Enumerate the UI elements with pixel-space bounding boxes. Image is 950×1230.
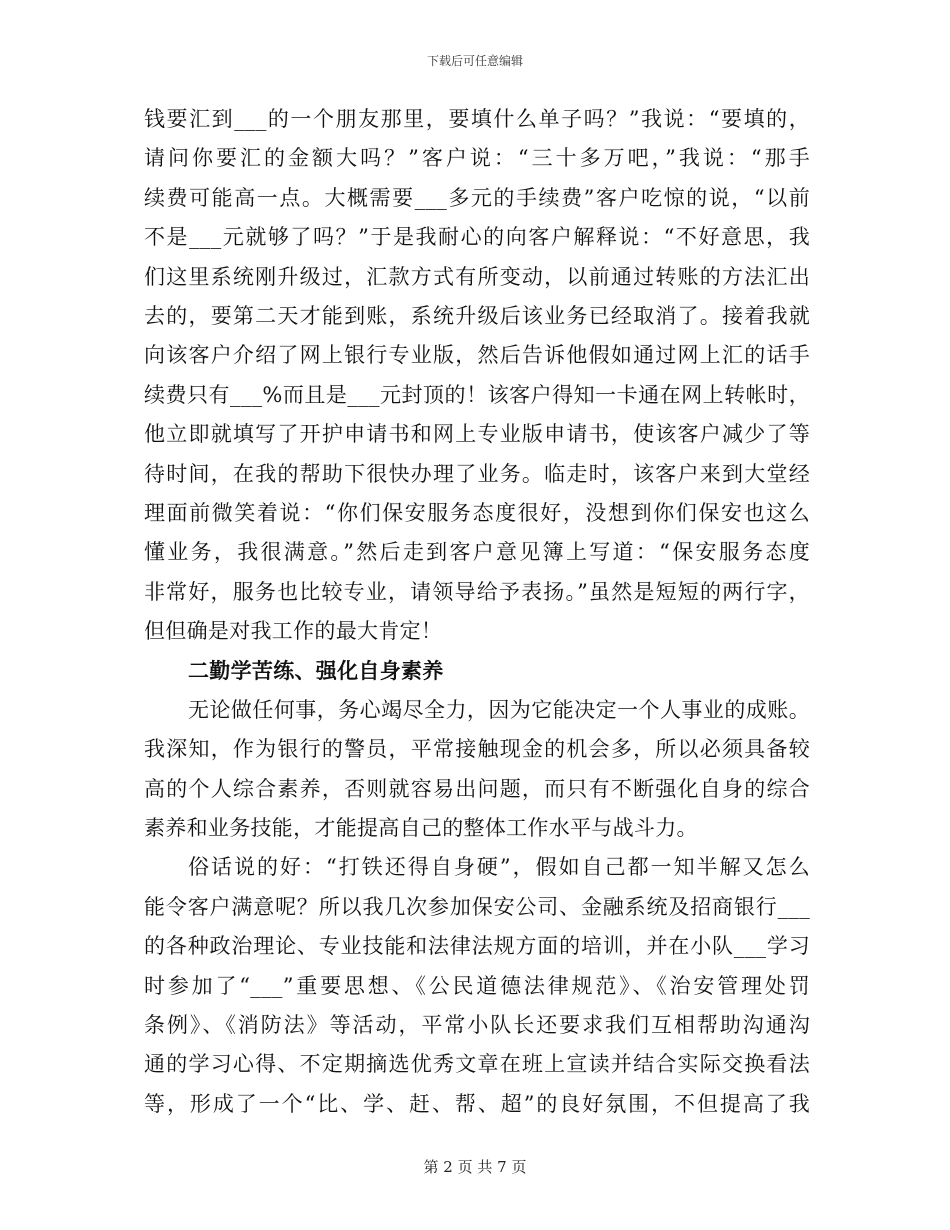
text-line: 懂业务，我很满意。”然后走到客户意见簿上写道：“保安服务态度 xyxy=(144,540,810,565)
text-line: 续费只有___%而且是___元封顶的！该客户得知一卡通在网上转帐时， xyxy=(144,382,810,407)
page-header: 下载后可任意编辑 xyxy=(426,54,523,68)
text-line: 理面前微笑着说：“你们保安服务态度很好，没想到你们保安也这么 xyxy=(144,500,810,525)
text-line: 但但确是对我工作的最大肯定！ xyxy=(144,619,443,644)
document-body xyxy=(144,100,810,1124)
text-line: 待时间，在我的帮助下很快办理了业务。临走时，该客户来到大堂经 xyxy=(144,461,810,486)
text-line: 的各种政治理论、专业技能和法律法规方面的培训，并在小队___学习 xyxy=(144,934,810,959)
text-line: 时参加了“___”重要思想、《公民道德法律规范》、《治安管理处罚 xyxy=(144,973,810,998)
section-heading: 二勤学苦练、强化自身素养 xyxy=(188,658,444,684)
page-footer: 第 2 页 共 7 页 xyxy=(423,1158,527,1176)
text-line: 续费可能高一点。大概需要___多元的手续费”客户吃惊的说，“以前 xyxy=(144,185,810,210)
text-line: 通的学习心得、不定期摘选优秀文章在班上宣读并结合实际交换看法 xyxy=(144,1052,810,1077)
text-line: 钱要汇到___的一个朋友那里，要填什么单子吗？”我说：“要填的， xyxy=(144,107,810,131)
text-line: 素养和业务技能，才能提高自己的整体工作水平与战斗力。 xyxy=(144,816,698,841)
text-line: 请问你要汇的金额大吗？”客户说：“三十多万吧，”我说：“那手 xyxy=(144,146,810,171)
text-line: 俗话说的好：“打铁还得自身硬”，假如自己都一知半解又怎么 xyxy=(188,855,810,880)
text-line: 他立即就填写了开护申请书和网上专业版申请书，使该客户减少了等 xyxy=(144,422,810,447)
text-line: 条例》、《消防法》等活动，平常小队长还要求我们互相帮助沟通沟 xyxy=(144,1012,810,1037)
text-line: 向该客户介绍了网上银行专业版，然后告诉他假如通过网上汇的话手 xyxy=(144,343,810,368)
text-line: 无论做任何事，务心竭尽全力，因为它能决定一个人事业的成账。 xyxy=(188,697,810,722)
text-line: 能令客户满意呢？所以我几次参加保安公司、金融系统及招商银行___ xyxy=(144,894,810,919)
text-line: 不是___元就够了吗？”于是我耐心的向客户解释说：“不好意思，我 xyxy=(144,225,810,250)
text-line: 我深知，作为银行的警员，平常接触现金的机会多，所以必须具备较 xyxy=(144,737,810,762)
text-line: 高的个人综合素养，否则就容易出问题，而只有不断强化自身的综合 xyxy=(144,776,810,801)
text-line: 去的，要第二天才能到账，系统升级后该业务已经取消了。接着我就 xyxy=(144,303,810,328)
text-line: 们这里系统刚升级过，汇款方式有所变动，以前通过转账的方法汇出 xyxy=(144,264,810,289)
text-line: 非常好，服务也比较专业，请领导给予表扬。”虽然是短短的两行字， xyxy=(144,579,810,604)
text-line: 等，形成了一个“比、学、赶、帮、超”的良好氛围，不但提高了我 xyxy=(144,1091,810,1116)
